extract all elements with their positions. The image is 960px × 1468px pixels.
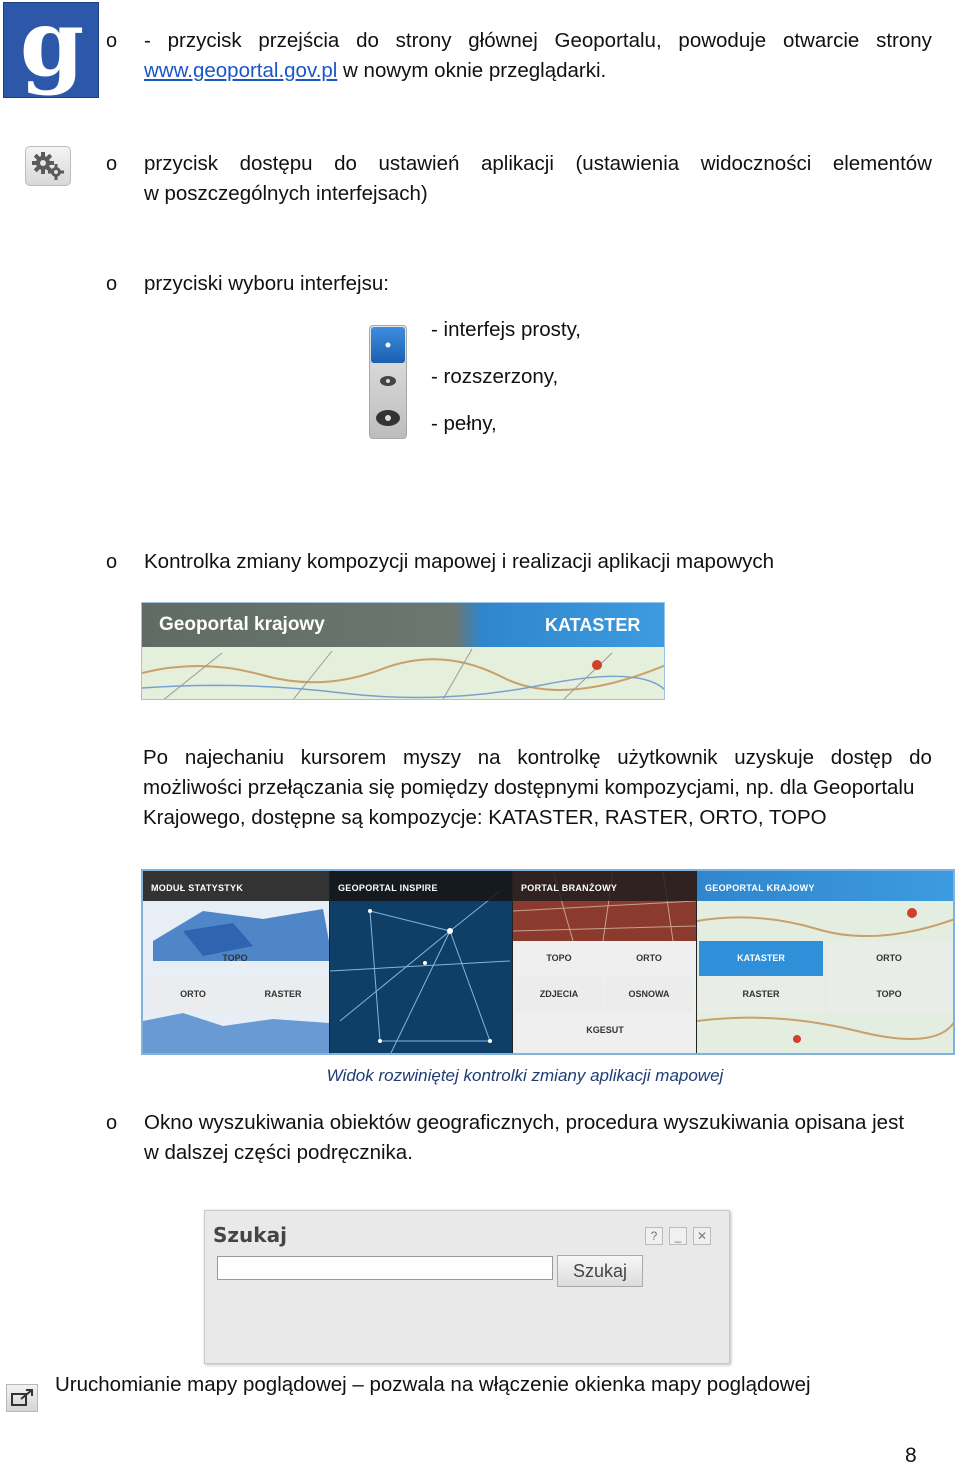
option-extended: - rozszerzony, <box>431 365 559 388</box>
word: strony <box>876 29 932 52</box>
bullet: o <box>106 1112 118 1134</box>
option-full: - pełny, <box>431 412 497 435</box>
panel-inspire[interactable] <box>330 871 512 1055</box>
minimize-icon[interactable]: _ <box>669 1227 687 1245</box>
word: przycisk <box>144 152 219 175</box>
word: przycisk <box>167 29 242 52</box>
panel-title: GEOPORTAL INSPIRE <box>330 871 512 901</box>
composition-para-line3: Krajowego, dostępne są kompozycje: KATASTER, RASTER, ORTO, TOPO <box>143 806 827 829</box>
word: kursorem <box>300 746 387 769</box>
word: do <box>334 152 357 175</box>
interface-switcher <box>369 325 407 439</box>
word: do <box>356 29 379 52</box>
home-line2 <box>144 56 606 86</box>
interfaces-heading: przyciski wyboru interfejsu: <box>144 272 389 295</box>
option-zdjecia[interactable]: ZDJECIA <box>515 977 603 1012</box>
bullet: o <box>106 551 118 573</box>
gear-icon <box>26 147 70 185</box>
option-topo[interactable]: TOPO <box>222 953 248 963</box>
option-simple: - interfejs prosty, <box>431 318 581 341</box>
composition-para-line1 <box>143 743 932 773</box>
settings-line2: w poszczególnych interfejsach) <box>144 182 428 205</box>
composition-para-line2: możliwości przełączania się pomiędzy dostępnymi kompozycjami, np. dla Geoportalu <box>143 776 915 799</box>
option-topo[interactable]: TOPO <box>827 977 951 1012</box>
search-button[interactable]: Szukaj <box>557 1255 643 1287</box>
search-line1: Okno wyszukiwania obiektów geograficznych, procedura wyszukiwania opisana jest <box>144 1111 905 1134</box>
word: najechaniu <box>184 746 284 769</box>
option-raster[interactable]: RASTER <box>699 977 823 1012</box>
composition-control-banner[interactable] <box>141 602 665 700</box>
option-kataster[interactable]: KATASTER <box>699 941 823 976</box>
word: głównej <box>468 29 538 52</box>
geoportal-link[interactable]: www.geoportal.gov.pl <box>144 59 338 82</box>
bullet: o <box>106 273 118 295</box>
overview-text: Uruchomianie mapy poglądowej – pozwala na włączenie okienka mapy poglądowej <box>55 1373 811 1396</box>
dash: - <box>144 29 151 52</box>
overview-map-icon <box>7 1385 37 1411</box>
expanded-composition-control <box>141 869 955 1055</box>
option-orto[interactable]: ORTO <box>636 953 662 963</box>
option-topo[interactable]: TOPO <box>546 953 572 963</box>
extended-interface-button[interactable] <box>371 366 405 396</box>
word: uzyskuje <box>734 746 815 769</box>
word: ustawień <box>378 152 460 175</box>
word: na <box>477 746 501 769</box>
banner-title: Geoportal krajowy <box>159 614 325 635</box>
simple-interface-button[interactable] <box>371 327 405 363</box>
page-number: 8 <box>905 1444 917 1467</box>
word: przejścia <box>258 29 340 52</box>
option-orto[interactable]: ORTO <box>827 941 951 976</box>
word: kontrolkę <box>517 746 601 769</box>
geoportal-logo-icon: g <box>3 2 99 98</box>
word: otwarcie <box>782 29 860 52</box>
panel-branch[interactable] <box>513 871 696 1055</box>
word: dostępu <box>239 152 313 175</box>
figure-caption: Widok rozwiniętej kontrolki zmiany aplikacji mapowej <box>326 1066 724 1085</box>
option-raster[interactable]: RASTER <box>239 977 327 1012</box>
dot-small-icon <box>371 327 405 363</box>
panel-title: PORTAL BRANŻOWY <box>513 871 696 901</box>
bullet: o <box>106 153 118 175</box>
close-icon[interactable]: ✕ <box>693 1227 711 1245</box>
search-window <box>204 1210 730 1364</box>
panel-title: MODUŁ STATYSTYK <box>143 871 329 901</box>
word: użytkownik <box>617 746 718 769</box>
settings-gear-button[interactable] <box>25 146 71 186</box>
search-window-title: Szukaj <box>213 1223 287 1247</box>
help-icon[interactable]: ? <box>645 1227 663 1245</box>
home-rest: w nowym oknie przeglądarki. <box>343 59 607 82</box>
search-input[interactable] <box>217 1256 553 1280</box>
word: aplikacji <box>480 152 554 175</box>
option-osnowa[interactable]: OSNOWA <box>605 977 693 1012</box>
word: Po <box>143 746 169 769</box>
search-line2: w dalszej części podręcznika. <box>144 1141 413 1164</box>
word: (ustawienia <box>575 152 680 175</box>
word: strony <box>395 29 452 52</box>
banner-composition: KATASTER <box>545 615 641 635</box>
option-kgesut[interactable]: KGESUT <box>586 1025 624 1035</box>
composition-heading: Kontrolka zmiany kompozycji mapowej i realizacji aplikacji mapowych <box>144 550 775 573</box>
word: dostęp <box>830 746 893 769</box>
word: myszy <box>402 746 462 769</box>
word: do <box>909 746 932 769</box>
word: powoduje <box>678 29 767 52</box>
home-line1 <box>144 26 932 56</box>
word: widoczności <box>700 152 812 175</box>
word: elementów <box>832 152 932 175</box>
panel-national[interactable] <box>697 871 955 1055</box>
full-interface-button[interactable] <box>371 402 405 436</box>
panel-title: GEOPORTAL KRAJOWY <box>697 871 955 901</box>
bullet: o <box>106 30 118 52</box>
overview-map-button[interactable] <box>6 1384 38 1412</box>
panel-statistics[interactable] <box>143 871 329 1055</box>
word: Geoportalu, <box>554 29 662 52</box>
option-orto[interactable]: ORTO <box>149 977 237 1012</box>
settings-line1 <box>144 149 932 179</box>
